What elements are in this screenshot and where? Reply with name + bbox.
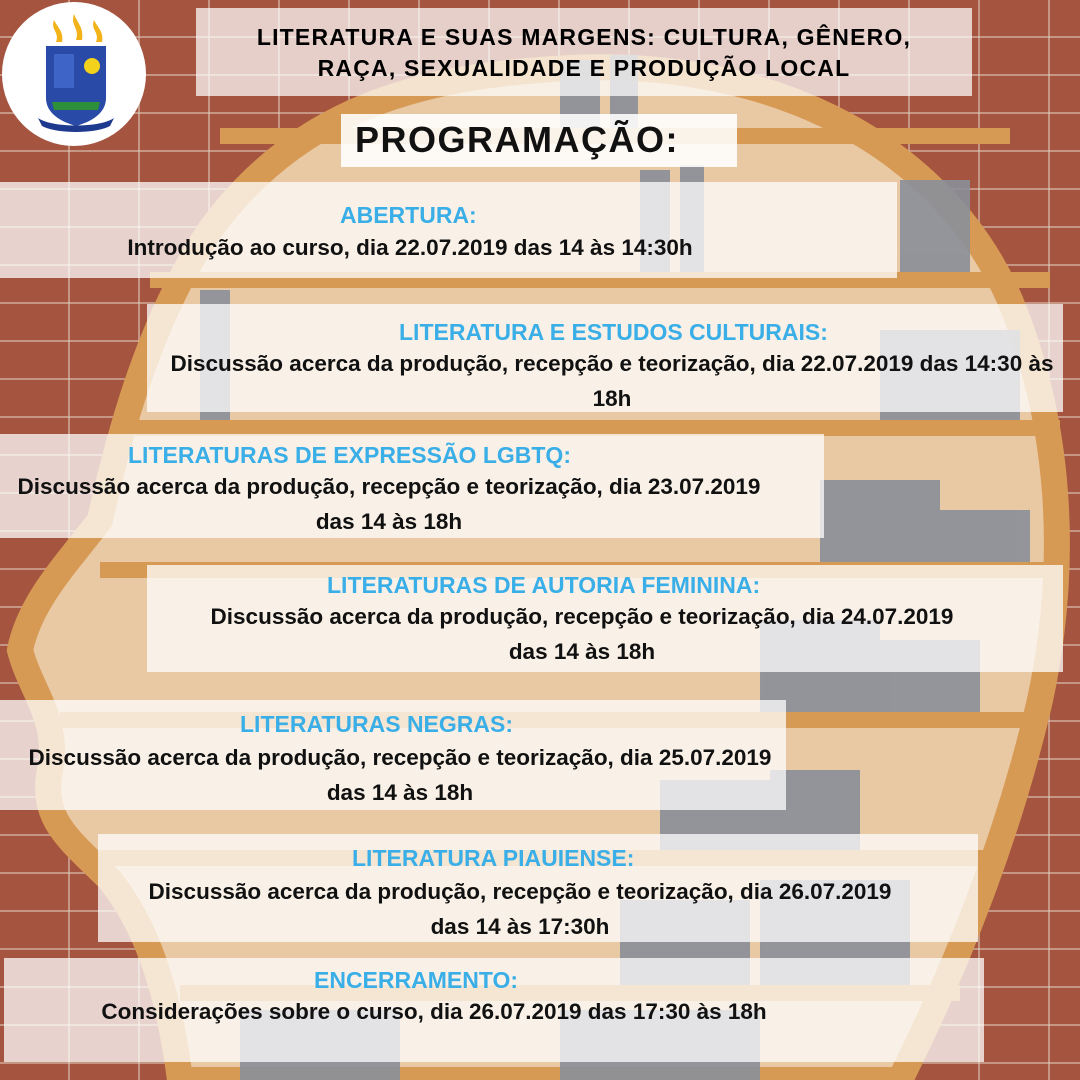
university-crest-icon xyxy=(2,2,146,146)
session-description: Discussão acerca da produção, recepção e teorização, dia 24.07.2019 das 14 às 18h xyxy=(210,604,954,664)
session-panel-estudos-culturais xyxy=(147,304,1063,412)
session-title: ENCERRAMENTO: xyxy=(314,967,519,993)
session-panel-autoria-feminina xyxy=(147,565,1063,672)
session-description: Discussão acerca da produção, recepção e teorização, dia 22.07.2019 das 14:30 às 18h xyxy=(170,351,1054,411)
session-title: LITERATURA E ESTUDOS CULTURAIS: xyxy=(399,319,828,345)
session-panel-lgbtq xyxy=(0,434,824,538)
session-description: Considerações sobre o curso, dia 26.07.2019 das 17:30 às 18h xyxy=(101,999,767,1024)
session-panel-abertura xyxy=(0,182,897,278)
course-title-line-2: RAÇA, SEXUALIDADE E PRODUÇÃO LOCAL xyxy=(317,55,851,81)
session-panel-encerramento xyxy=(4,958,984,1062)
session-title: LITERATURAS DE AUTORIA FEMININA: xyxy=(327,572,761,598)
program-heading: PROGRAMAÇÃO: xyxy=(355,119,679,160)
session-description: Introdução ao curso, dia 22.07.2019 das 14 às 14:30h xyxy=(127,235,693,260)
session-title: LITERATURAS DE EXPRESSÃO LGBTQ: xyxy=(128,442,571,468)
course-title-line-1: LITERATURA E SUAS MARGENS: CULTURA, GÊNERO, xyxy=(256,24,912,50)
session-description: Discussão acerca da produção, recepção e teorização, dia 23.07.2019 das 14 às 18h xyxy=(17,474,761,534)
title-banner xyxy=(196,8,972,96)
session-title: ABERTURA: xyxy=(340,202,477,228)
course-title xyxy=(196,22,972,84)
session-description: Discussão acerca da produção, recepção e teorização, dia 25.07.2019 das 14 às 18h xyxy=(28,745,772,805)
session-title: LITERATURAS NEGRAS: xyxy=(240,711,514,737)
university-logo xyxy=(2,2,146,146)
program-banner xyxy=(341,114,737,167)
session-panel-negras xyxy=(0,700,786,810)
session-panel-piauiense xyxy=(98,834,978,942)
session-description: Discussão acerca da produção, recepção e teorização, dia 26.07.2019 das 14 às 17:30h xyxy=(148,879,892,939)
session-title: LITERATURA PIAUIENSE: xyxy=(352,845,635,871)
